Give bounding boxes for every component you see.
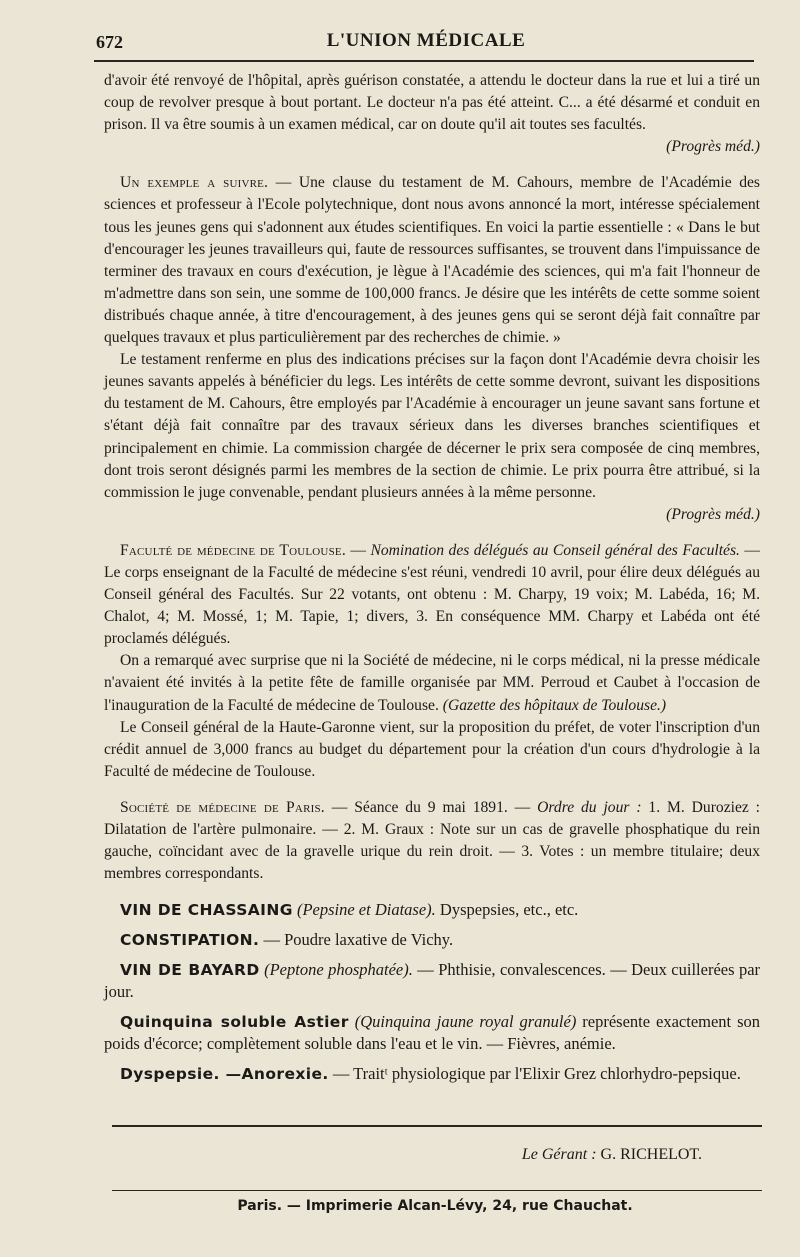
- advert-vin-chassaing: VIN DE CHASSAING (Pepsine et Diatase). Dyspepsies, etc., etc.: [120, 900, 579, 920]
- article-cahours-p1: Un exemple a suivre. — Une clause du testament de M. Cahours, membre de l'Académie des sciences et professeur à l'Ecole polytechnique, dont nous avons annoncé la mort, intéresse spécialement tous les jeunes gens qui s'adonnent aux études scientifiques. En voici la partie essentielle : « Dans le but d'encourager les jeunes travailleurs qui, faute de ressources suffisantes, se trouvent dans l'impuissance de terminer des travaux en cours d'exécution, je lègue à l'Académie des sciences, qui m'a fait l'honneur de m'admettre dans son sein, une somme de 100,000 francs. Je désire que les intérêts de cette somme soient distribués chaque année, à titre d'encouragement, à des jeunes gens qui se seront déjà fait connaître par quelques travaux et plus particulièrement par des recherches de chimie. »: [104, 174, 760, 347]
- source-citation: (Progrès méd.): [666, 138, 760, 156]
- page-header: [96, 28, 756, 58]
- section-subheading: Nomination des délégués au Conseil général des Facultés.: [370, 541, 740, 559]
- advert-dyspepsie: Dyspepsie. —Anorexie. — Traitᵗ physiologique par l'Elixir Grez chlorhydro-pepsique.: [120, 1064, 741, 1084]
- journal-title: L'UNION MÉDICALE: [326, 30, 526, 51]
- article-toulouse-p1: Faculté de médecine de Toulouse. — Nomination des délégués au Conseil général des Facultés. — Le corps enseignant de la Faculté de médecine s'est réuni, vendredi 10 avril, pour élire deux délégués au Conseil général des Facultés. Sur 22 votants, ont obtenu : M. Charpy, 19 voix; M. Labéda, 16; M. Chalot, 4; M. Mossé, 1; M. Tapie, 1; divers, 3. En conséquence MM. Charpy et Labéda ont été proclamés délégués.: [104, 541, 760, 648]
- section-heading: Faculté de médecine de Toulouse.: [120, 541, 346, 559]
- article-societe: Société de médecine de Paris. — Séance du 9 mai 1891. — Ordre du jour : 1. M. Duroziez : Dilatation de l'artère pulmonaire. — 2. M. Graux : Note sur un cas de gravelle phosphatique du rein gauche, coïncidant avec de la gravelle urique du rein droit. — 3. Votes : un membre titulaire; deux membres correspondants.: [104, 798, 761, 883]
- advert-vin-bayard: VIN DE BAYARD (Peptone phosphatée). — Phthisie, convalescences. — Deux cuillerées par jour.: [104, 960, 761, 1002]
- source-citation: (Progrès méd.): [666, 505, 760, 523]
- source-citation: (Gazette des hôpitaux de Toulouse.): [442, 696, 667, 714]
- bottom-rule: [112, 1190, 762, 1191]
- article-toulouse-p2: On a remarqué avec surprise que ni la Société de médecine, ni le corps médical, ni la presse médicale n'avaient été invités à la petite fête de famille organisée par MM. Perroud et Caubet à l'occasion de l'inauguration de la Faculté de médecine de Toulouse. (Gazette des hôpitaux de Toulouse.): [104, 652, 760, 714]
- article-revolver-text: d'avoir été renvoyé de l'hôpital, après guérison constatée, a attendu le docteur dans la rue et lui a tiré un coup de revolver presque à bout portant. Le docteur n'a pas été atteint. C... a été désarmé et conduit en prison. Il va être soumis à un examen médical, car on doute qu'il ait toutes ses facultés.: [104, 72, 760, 134]
- gerant-signature: Le Gérant : G. RICHELOT.: [521, 1146, 702, 1163]
- article-cahours-p2: Le testament renferme en plus des indications précises sur la façon dont l'Académie devra choisir les jeunes savants appelés à bénéficier du legs. Les intérêts de cette somme devront, suivant les dispositions du testament de M. Cahours, être employés par l'Académie à encourager un jeune savant sans fortune et s'étant déjà fait connaître par des travaux sérieux dans les diverses branches scientifiques et principalement en chimie. La commission chargée de décerner le prix sera composée de cinq membres, dont trois seront désignés parmi les membres de la section de chimie. Le prix pourra être attribué, si la commission le juge convenable, pendant plusieurs années à la même personne.: [104, 351, 760, 501]
- advert-quinquina: Quinquina soluble Astier (Quinquina jaune royal granulé) représente exactement son poids d'écorce; complètement soluble dans l'eau et le vin. — Fièvres, anémie.: [104, 1012, 761, 1054]
- article-body: [104, 70, 760, 1085]
- section-heading: Un exemple a suivre.: [120, 174, 269, 192]
- advert-constipation: CONSTIPATION. — Poudre laxative de Vichy.: [120, 930, 454, 950]
- page-number: 672: [96, 32, 123, 52]
- section-heading: Société de médecine de Paris.: [120, 798, 325, 816]
- footer-rule: [112, 1125, 762, 1127]
- printer-imprint: Paris. — Imprimerie Alcan-Lévy, 24, rue Chauchat.: [237, 1198, 633, 1214]
- header-rule: [94, 60, 754, 62]
- article-toulouse-p3: Le Conseil général de la Haute-Garonne vient, sur la proposition du préfet, de voter l'inscription d'un crédit annuel de 3,000 francs au budget du département pour la création d'un cours d'hydrologie à la Faculté de médecine de Toulouse.: [104, 718, 760, 780]
